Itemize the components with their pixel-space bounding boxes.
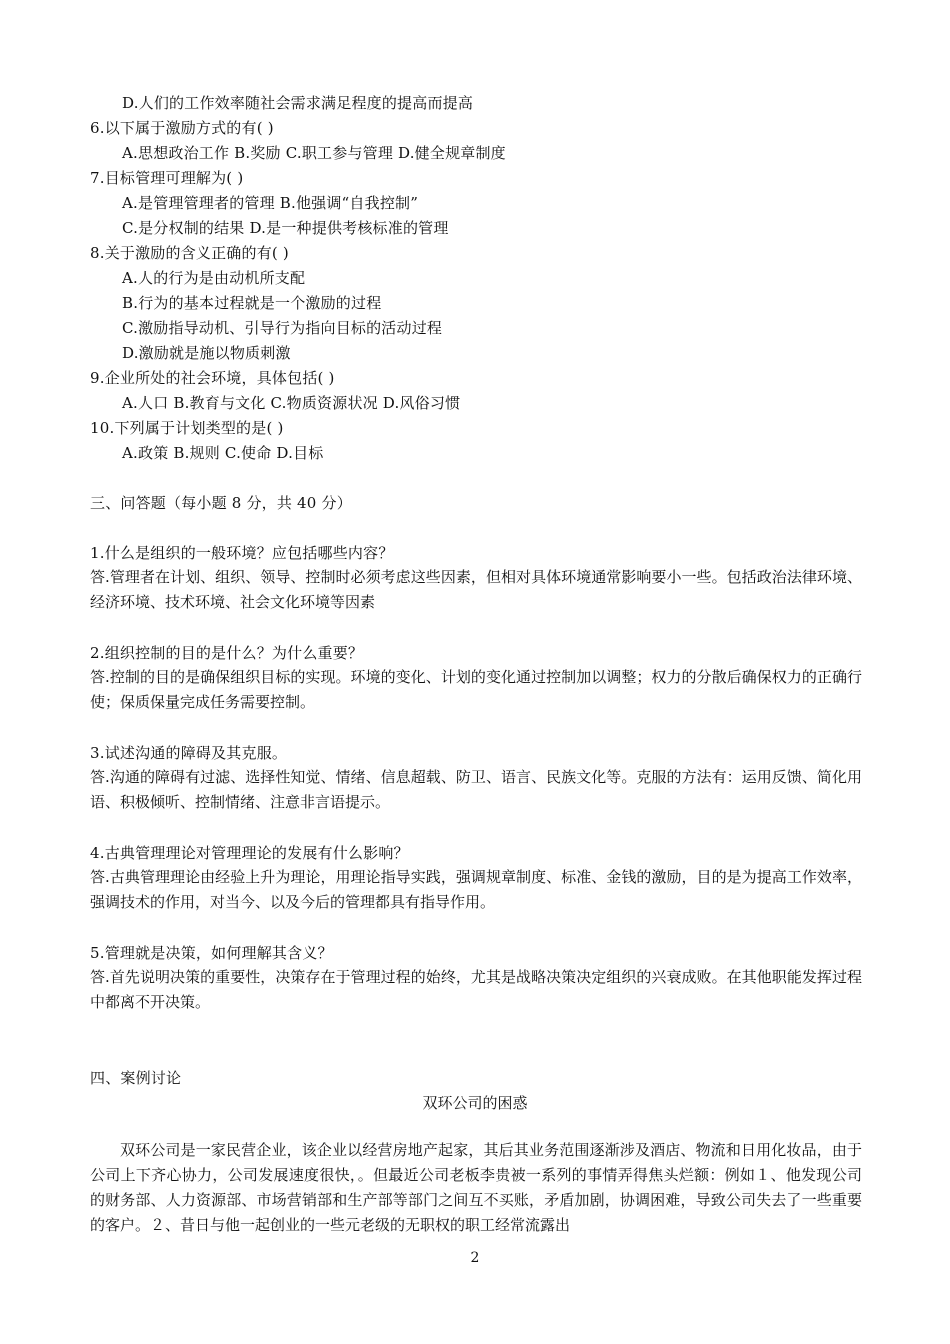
question-8-option-c: C.激励指导动机、引导行为指向目标的活动过程 <box>122 319 443 337</box>
question-6: 6.以下属于激励方式的有( ) <box>90 119 274 137</box>
question-8-option-d: D.激励就是施以物质刺激 <box>122 344 291 362</box>
question-7: 7.目标管理可理解为( ) <box>90 169 244 187</box>
section-3-heading: 三、问答题（每小题 8 分，共 40 分） <box>90 494 352 512</box>
essay-question-5: 5.管理就是决策，如何理解其含义？ <box>90 944 333 962</box>
essay-question-4: 4.古典管理理论对管理理论的发展有什么影响？ <box>90 844 409 862</box>
case-title: 双环公司的困惑 <box>422 1094 528 1112</box>
essay-answer-5: 答.首先说明决策的重要性，决策存在于管理过程的始终，尤其是战略决策决定组织的兴衰成败。在其他职能发挥过程中都离不开决策。 <box>90 968 862 1011</box>
page-number: 2 <box>470 1250 480 1266</box>
essay-answer-3: 答.沟通的障碍有过滤、选择性知觉、情绪、信息超载、防卫、语言、民族文化等。克服的方法有：运用反馈、简化用语、积极倾听、控制情绪、注意非言语提示。 <box>90 768 862 811</box>
question-7-options-2: C.是分权制的结果 D.是一种提供考核标准的管理 <box>122 219 449 237</box>
question-8: 8.关于激励的含义正确的有( ) <box>90 244 289 262</box>
q5-option-d: D.人们的工作效率随社会需求满足程度的提高而提高 <box>122 94 474 112</box>
question-9: 9.企业所处的社会环境，具体包括( ) <box>90 369 335 387</box>
section-4-heading: 四、案例讨论 <box>90 1069 182 1087</box>
question-10: 10.下列属于计划类型的是( ) <box>90 419 284 437</box>
question-8-option-b: B.行为的基本过程就是一个激励的过程 <box>122 294 382 312</box>
essay-answer-1: 答.管理者在计划、组织、领导、控制时必须考虑这些因素，但相对具体环境通常影响要小一些。包括政治法律环境、经济环境、技术环境、社会文化环境等因素 <box>90 568 862 611</box>
case-text: 双环公司是一家民营企业，该企业以经营房地产起家，其后其业务范围逐渐涉及酒店、物流和日用化妆品，由于公司上下齐心协力，公司发展速度很快，。但最近公司老板李贵被一系列的事情弄得焦头烂额：例如１、他发现公司的财务部、人力资源部、市场营销部和生产部等部门之间互不买账，矛盾加剧，协调困难，导致公司失去了一些重要的客户。２、昔日与他一起创业的一些元老级的无职权的职工经常流露出 <box>90 1141 862 1234</box>
essay-answer-2: 答.控制的目的是确保组织目标的实现。环境的变化、计划的变化通过控制加以调整；权力的分散后确保权力的正确行使；保质保量完成任务需要控制。 <box>90 668 862 711</box>
question-9-options: A.人口 B.教育与文化 C.物质资源状况 D.风俗习惯 <box>122 394 461 412</box>
essay-question-3: 3.试述沟通的障碍及其克服。 <box>90 744 288 762</box>
essay-question-1: 1.什么是组织的一般环境？应包括哪些内容？ <box>90 544 394 562</box>
essay-question-2: 2.组织控制的目的是什么？为什么重要？ <box>90 644 364 662</box>
essay-answer-4: 答.古典管理理论由经验上升为理论，用理论指导实践，强调规章制度、标准、金钱的激励，目的是为提高工作效率，强调技术的作用，对当今、以及今后的管理都具有指导作用。 <box>90 868 862 911</box>
question-7-options-1: A.是管理管理者的管理 B.他强调“自我控制” <box>122 194 419 212</box>
question-10-options: A.政策 B.规则 C.使命 D.目标 <box>122 444 324 462</box>
question-6-options: A.思想政治工作 B.奖励 C.职工参与管理 D.健全规章制度 <box>122 144 506 162</box>
question-8-option-a: A.人的行为是由动机所支配 <box>122 269 306 287</box>
